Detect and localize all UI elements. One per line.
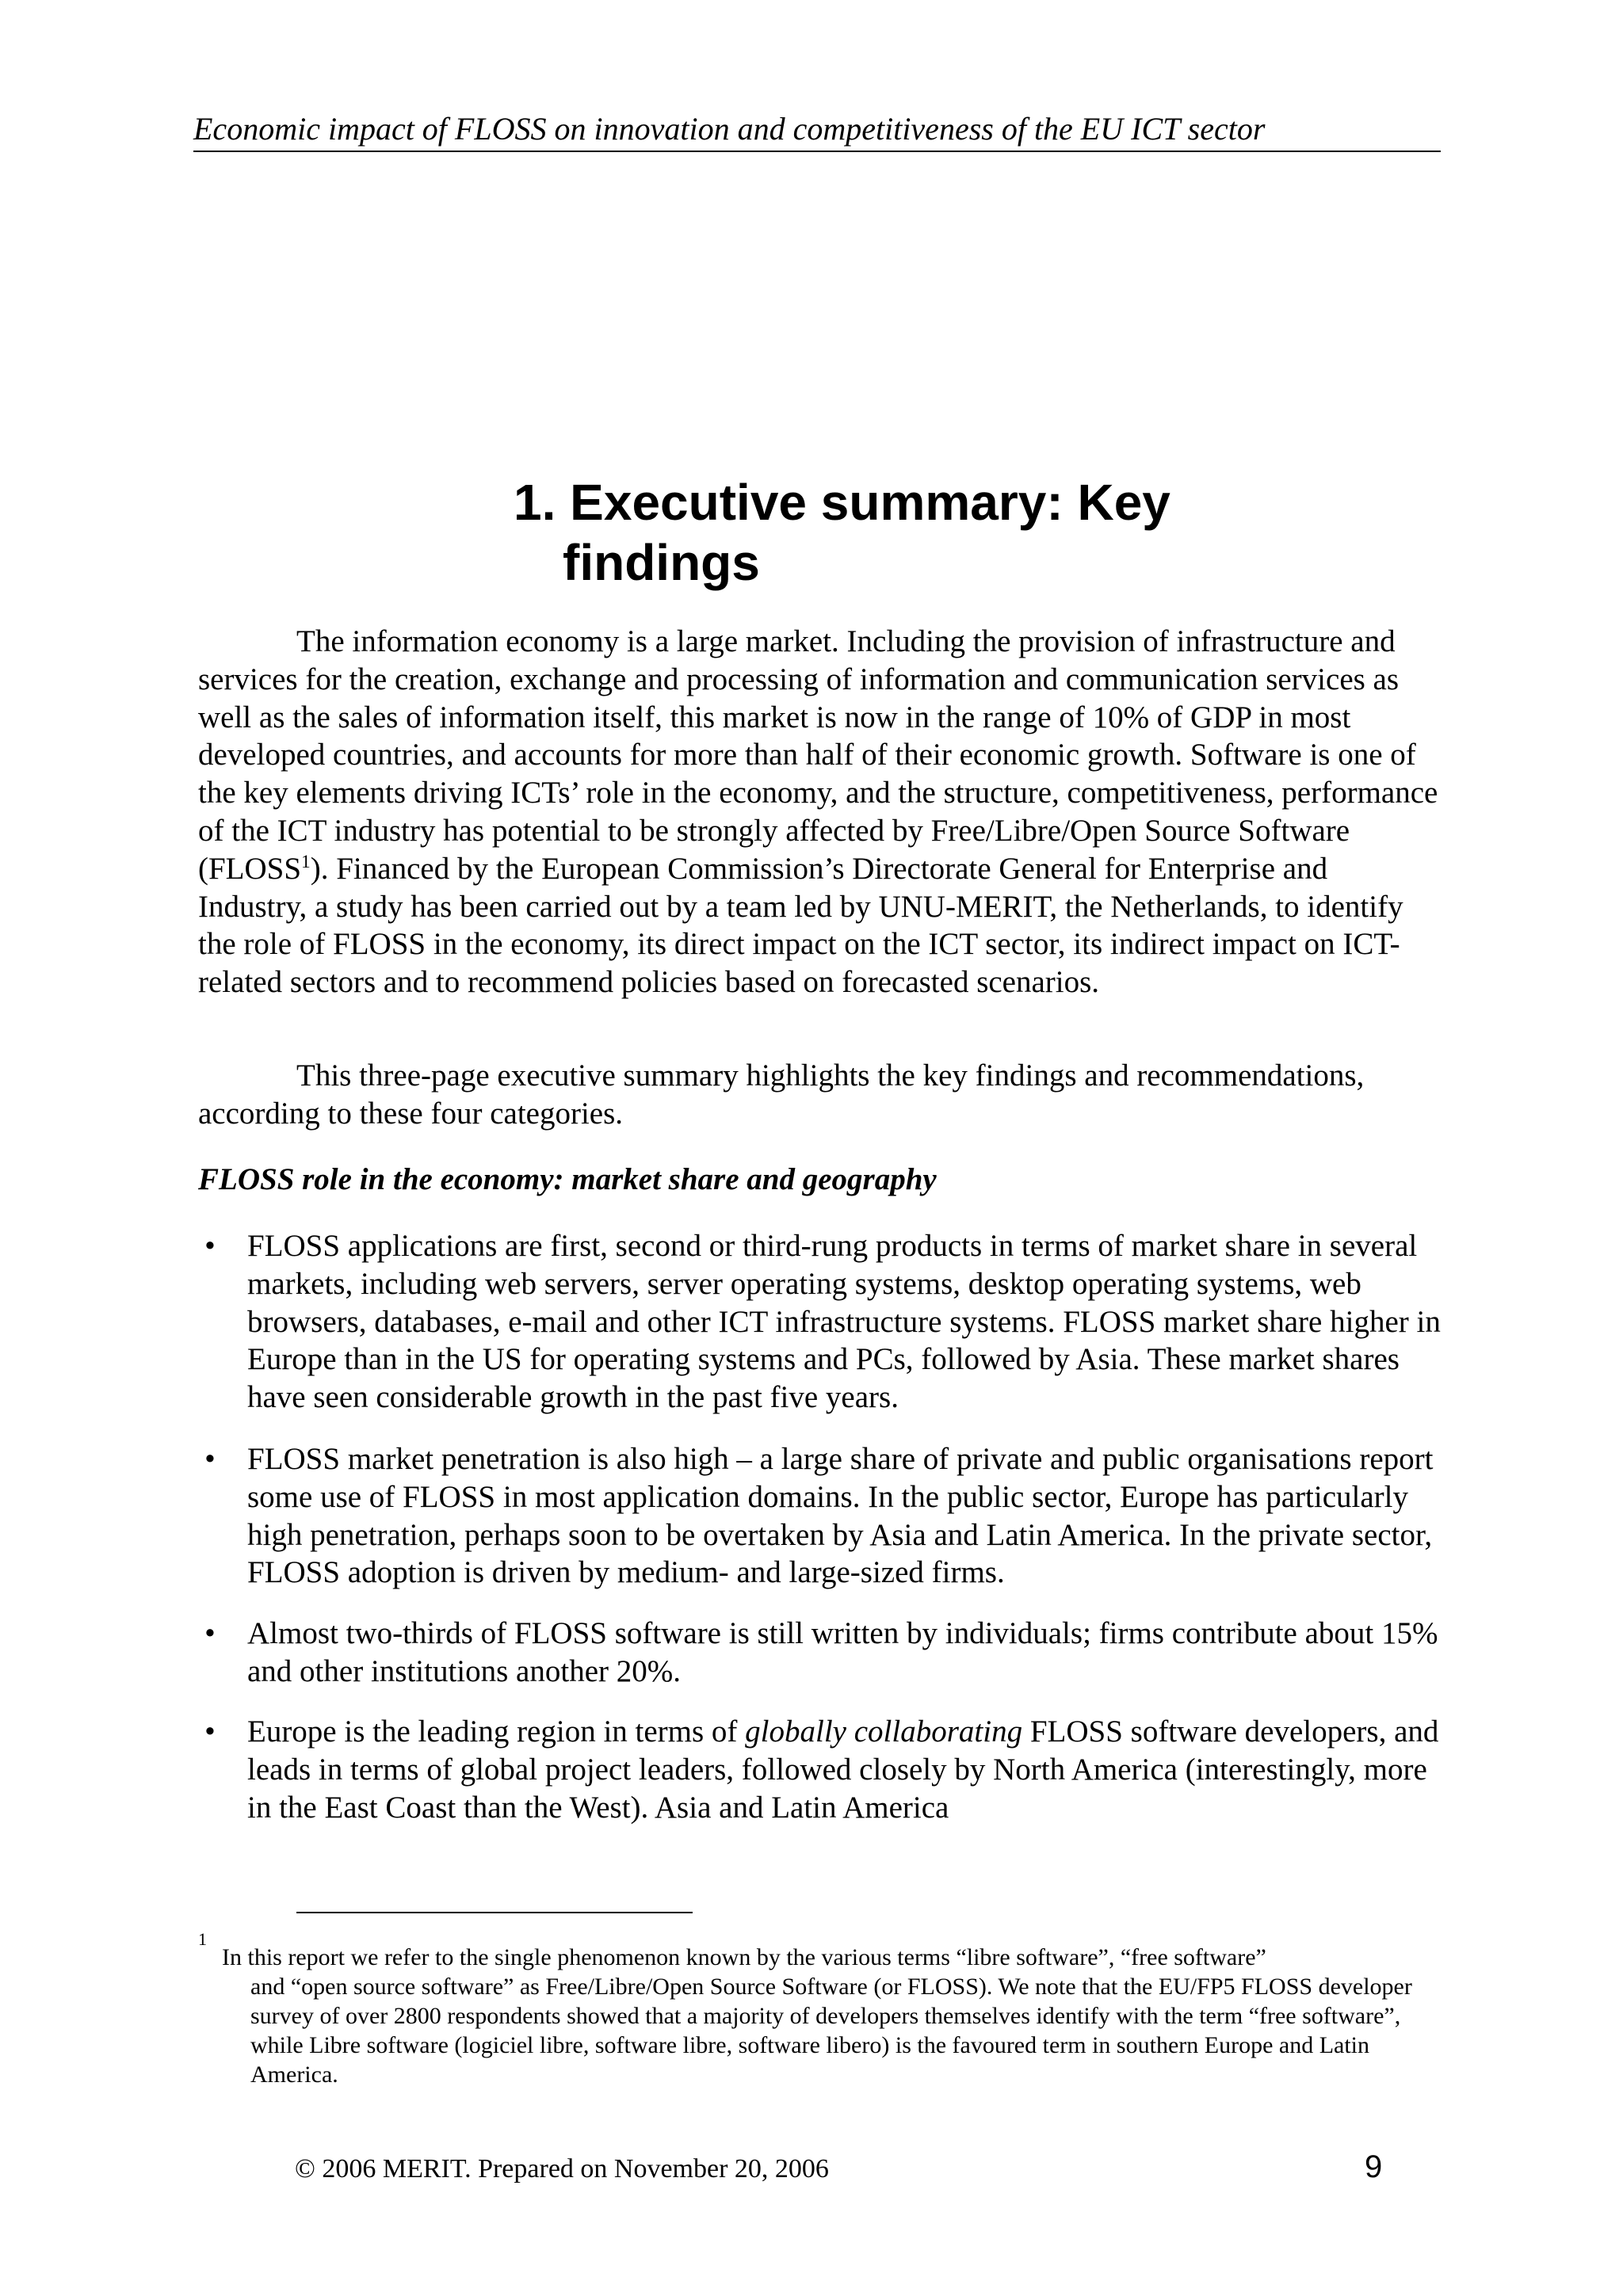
chapter-title [514,472,1306,593]
chapter-title-line1: 1. Executive summary: Key [514,474,1170,531]
page-number: 9 [1365,2149,1383,2184]
bullet-text-part: FLOSS software developers, and leads in terms of global project leaders, followed closely by North America (interestingly, more in the East Coast than the West). Asia and Latin America [247,1714,1439,1825]
bullet-icon: • [204,1229,216,1263]
bullet-list-item-1 [198,1227,1444,1417]
bullet-text: FLOSS applications are first, second or third-rung products in terms of market share in several markets, including web servers, server operating systems, desktop operating systems, web browsers, databases, e-mail and other ICT infrastructure systems. FLOSS market share higher in Europe than in the US for operating systems and PCs, followed by Asia. These market shares have seen considerable growth in the past five years. [247,1229,1441,1415]
footnote-body [198,1943,1434,2089]
list-item [198,1615,1444,1691]
intro-text-before-note: The information economy is a large market. Including the provision of infrastructure and services for the creation, exchange and processing of information and communication services as well as the sales of information itself, this market is now in the range of 10% of GDP in most developed countries, and accounts for more than half of their economic growth. Software is one of the key elements driving ICTs’ role in the economy, and the structure, competitiveness, performance of the ICT industry has potential to be strongly affected by Free/Libre/Open Source Software (FLOSS [198,624,1438,886]
bullet-list-item-3 [198,1615,1444,1691]
bullet-text: Almost two-thirds of FLOSS software is still written by individuals; firms contribute about 15% and other institutions another 20%. [247,1616,1438,1688]
footnote-separator [296,1912,693,1913]
section-heading: FLOSS role in the economy: market share and geography [198,1162,937,1196]
list-item [198,1440,1444,1592]
running-header: Economic impact of FLOSS on innovation and competitiveness of the EU ICT sector [193,109,1441,152]
bullet-list-item-2 [198,1440,1444,1592]
intro-paragraph-1 [198,623,1444,1001]
footnote-continuation: and “open source software” as Free/Libre/Open Source Software (or FLOSS). We note that the EU/FP5 FLOSS developer survey of over 2800 respondents showed that a majority of developers themselves identify with the term “free software”, while Libre software (logiciel libre, software libre, software libero) is the favoured term in southern Europe and Latin America. [250,1974,1412,2088]
bullet-icon: • [204,1714,216,1749]
bullet-icon: • [204,1616,216,1650]
intro-paragraph-2: This three-page executive summary highlights the key findings and recommendations, according to these four categories. [198,1058,1365,1131]
intro-text-after-note: ). Financed by the European Commission’s Directorate General for Enterprise and Industry, a study has been carried out by a team led by UNU-MERIT, the Netherlands, to identify the role of FLOSS in the economy, its direct impact on the ICT sector, its indirect impact on ICT-related sectors and to recommend policies based on forecasted scenarios. [198,851,1403,1000]
footer-copyright: © 2006 MERIT. Prepared on November 20, 2006 [295,2154,829,2183]
list-item [198,1227,1444,1417]
bullet-text: FLOSS market penetration is also high – a large share of private and public organisations report some use of FLOSS in most application domains. In the public sector, Europe has particularly high penetration, perhaps soon to be overtaken by Asia and Latin America. In the private sector, FLOSS adoption is driven by medium- and large-sized firms. [247,1442,1434,1590]
footnote-reference[interactable]: 1 [301,851,311,872]
list-item [198,1713,1444,1826]
bullet-list-item-4 [198,1713,1444,1826]
bullet-text-part: Europe is the leading region in terms of [247,1714,746,1749]
bullet-text [247,1714,1438,1825]
footnote: 1 In this report we refer to the single phenomenon known by the various terms “libre software”, “free software” and “open source software” as Free/Libre/Open Source Software (or FLOSS). We note that the EU/FP5 FLOSS developer survey of over 2800 respondents showed that a majority of developers themselves identify with the term “free software”, while Libre software (logiciel libre, software libre, software libero) is the favoured term in southern Europe and Latin America. [198,1943,1434,2089]
chapter-title-line2: findings [563,534,760,591]
bullet-icon: • [204,1442,216,1476]
footnote-first-line: In this report we refer to the single phenomenon known by the various terms “libre software”, “free software” [222,1944,1266,1970]
bullet-emphasis: globally collaborating [745,1714,1023,1749]
